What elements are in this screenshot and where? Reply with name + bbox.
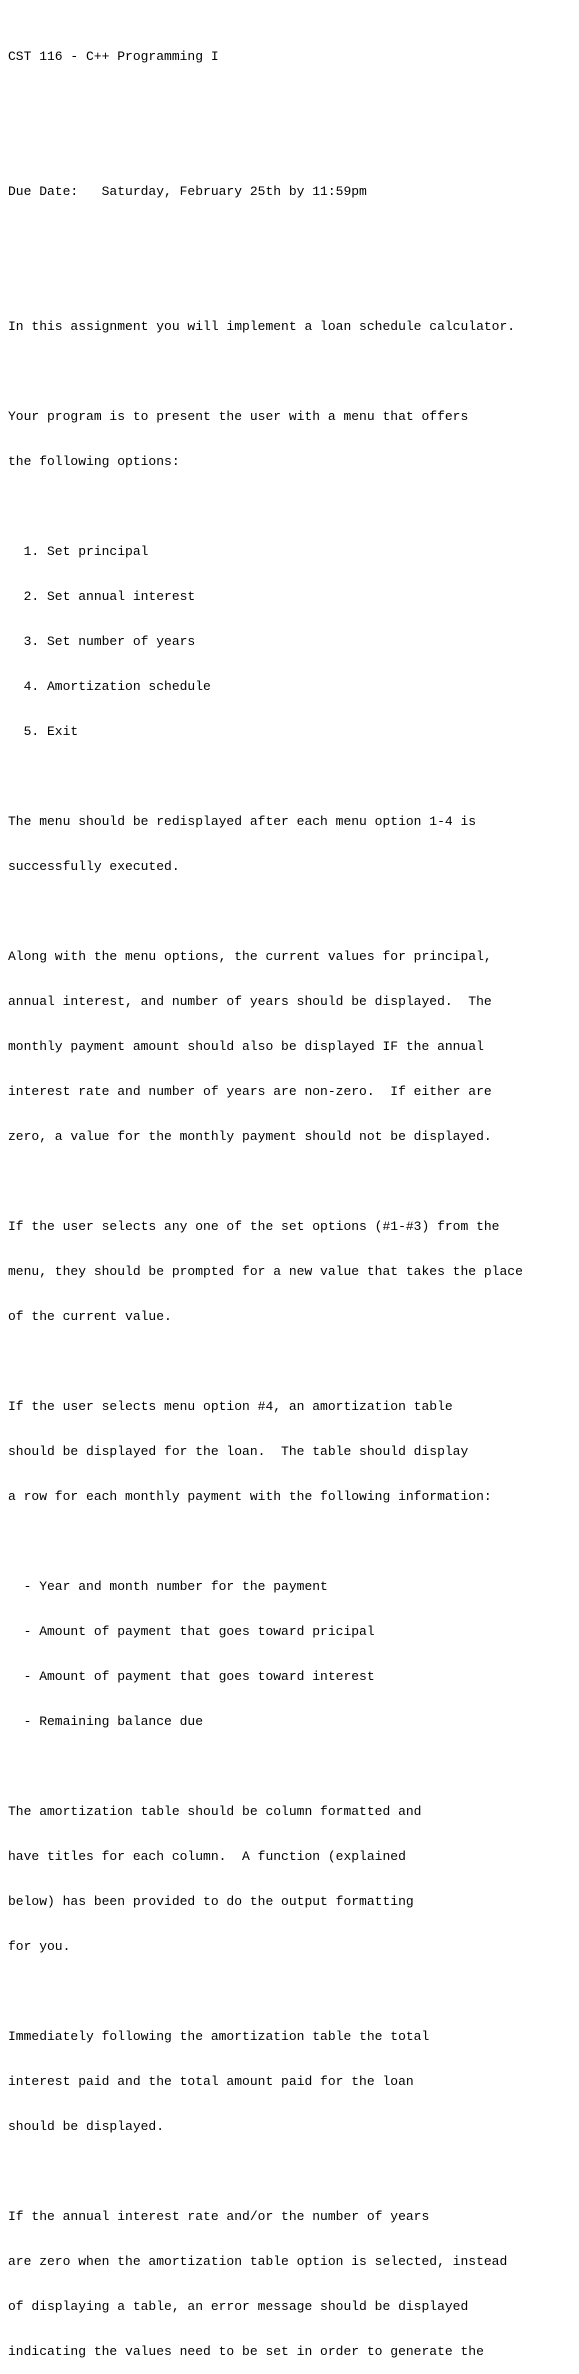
menu-option-item: 4. Amortization schedule	[8, 679, 211, 694]
set-options-paragraph-line: of the current value.	[8, 1309, 172, 1324]
course-title: CST 116 - C++ Programming I	[8, 49, 219, 64]
amortization-paragraph-line: should be displayed for the loan. The table should display	[8, 1444, 469, 1459]
amortization-paragraph-line: a row for each monthly payment with the following information:	[8, 1489, 492, 1504]
table-info-item: - Amount of payment that goes toward pricipal	[8, 1624, 375, 1639]
current-values-paragraph-line: annual interest, and number of years should be displayed. The	[8, 994, 492, 1009]
menu-option-item: 1. Set principal	[8, 544, 149, 559]
amortization-paragraph-line: If the user selects menu option #4, an amortization table	[8, 1399, 453, 1414]
blank-line	[8, 364, 523, 379]
current-values-paragraph-line: Along with the menu options, the current values for principal,	[8, 949, 492, 964]
formatting-paragraph-line: The amortization table should be column formatted and	[8, 1804, 422, 1819]
blank-line	[8, 94, 523, 109]
table-info-item: - Remaining balance due	[8, 1714, 204, 1729]
blank-line	[8, 1759, 523, 1774]
totals-paragraph-line: should be displayed.	[8, 2119, 165, 2134]
blank-line	[8, 769, 523, 784]
menu-option-item: 5. Exit	[8, 724, 79, 739]
set-options-paragraph-line: menu, they should be prompted for a new value that takes the place	[8, 1264, 523, 1279]
menu-paragraph-line: Your program is to present the user with a menu that offers	[8, 409, 469, 424]
menu-option-item: 2. Set annual interest	[8, 589, 196, 604]
blank-line	[8, 1984, 523, 1999]
totals-paragraph-line: interest paid and the total amount paid for the loan	[8, 2074, 414, 2089]
error-paragraph-line: indicating the values need to be set in order to generate the	[8, 2344, 484, 2359]
blank-line	[8, 499, 523, 514]
intro-paragraph: In this assignment you will implement a loan schedule calculator.	[8, 319, 516, 334]
blank-line	[8, 274, 523, 289]
totals-paragraph-line: Immediately following the amortization table the total	[8, 2029, 430, 2044]
redisplay-paragraph-line: The menu should be redisplayed after each menu option 1-4 is	[8, 814, 477, 829]
set-options-paragraph-line: If the user selects any one of the set options (#1-#3) from the	[8, 1219, 500, 1234]
current-values-paragraph-line: monthly payment amount should also be displayed IF the annual	[8, 1039, 484, 1054]
assignment-document	[8, 19, 523, 2374]
blank-line	[8, 1174, 523, 1189]
blank-line	[8, 1534, 523, 1549]
blank-line	[8, 229, 523, 244]
table-info-item: - Amount of payment that goes toward interest	[8, 1669, 375, 1684]
error-paragraph-line: of displaying a table, an error message should be displayed	[8, 2299, 469, 2314]
formatting-paragraph-line: for you.	[8, 1939, 71, 1954]
current-values-paragraph-line: interest rate and number of years are non-zero. If either are	[8, 1084, 492, 1099]
redisplay-paragraph-line: successfully executed.	[8, 859, 180, 874]
error-paragraph-line: are zero when the amortization table option is selected, instead	[8, 2254, 508, 2269]
blank-line	[8, 904, 523, 919]
error-paragraph-line: If the annual interest rate and/or the number of years	[8, 2209, 430, 2224]
formatting-paragraph-line: have titles for each column. A function (explained	[8, 1849, 406, 1864]
menu-paragraph-line: the following options:	[8, 454, 180, 469]
blank-line	[8, 1354, 523, 1369]
current-values-paragraph-line: zero, a value for the monthly payment should not be displayed.	[8, 1129, 492, 1144]
menu-option-item: 3. Set number of years	[8, 634, 196, 649]
table-info-item: - Year and month number for the payment	[8, 1579, 328, 1594]
blank-line	[8, 2164, 523, 2179]
due-date: Due Date: Saturday, February 25th by 11:59pm	[8, 184, 367, 199]
blank-line	[8, 139, 523, 154]
formatting-paragraph-line: below) has been provided to do the output formatting	[8, 1894, 414, 1909]
